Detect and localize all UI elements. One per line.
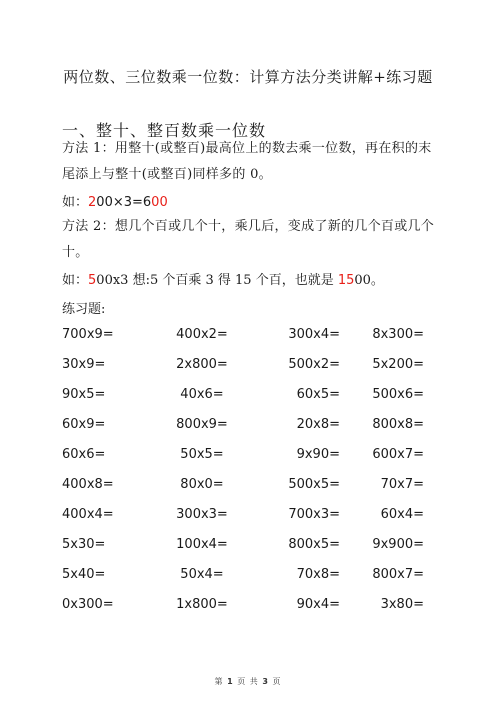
exercise-row [62,416,422,446]
exercise-item: 5x30= [62,537,106,552]
exercise-item: 40x6= [180,387,224,402]
method-2-paragraph [62,214,440,266]
exercise-item: 20x8= [296,417,340,432]
exercise-item: 300x4= [288,327,340,342]
exercise-item: 60x6= [62,447,106,462]
method-1-label: 方法 1： [62,141,115,156]
method-2-text: 想几个百或几个十，乘几后，变成了新的几个百或几个十。 [62,219,435,260]
exercise-item: 2x800= [176,357,228,372]
exercise-item: 700x3= [288,507,340,522]
example-2-explanation: 00x3 想:5 个百乘 3 得 15 个百，也就是 [96,273,338,288]
exercise-item: 80x0= [180,477,224,492]
footer-pre: 第 [214,677,224,686]
footer-page-number: 1 [227,677,234,686]
section-heading: 一、整十、整百数乘一位数 [62,121,267,140]
example-2-tail: 00。 [354,273,384,288]
document-title: 两位数、三位数乘一位数：计算方法分类讲解+练习题 [63,68,433,86]
exercise-item: 50x4= [180,567,224,582]
exercise-item: 60x5= [296,387,340,402]
example-1-prefix: 如： [62,195,89,210]
exercise-item: 100x4= [176,537,228,552]
exercise-item: 800x5= [288,537,340,552]
method-1-text: 用整十(或整百)最高位上的数去乘一位数，再在积的末尾添上与整十(或整百)同样多的 0。 [62,141,432,182]
exercise-item: 1x800= [176,597,228,612]
exercise-item: 70x7= [380,477,424,492]
exercise-item: 300x3= [176,507,228,522]
exercise-item: 3x80= [380,597,424,612]
example-2 [62,271,384,291]
example-2-highlight-b: 15 [337,273,355,288]
exercise-item: 70x8= [296,567,340,582]
exercise-item: 500x6= [372,387,424,402]
footer-post: 页 [272,677,282,686]
page-footer [0,676,496,687]
example-2-prefix: 如： [62,273,89,288]
example-1 [62,193,168,213]
example-1-highlight-a: 2 [88,195,97,210]
exercise-item: 0x300= [62,597,114,612]
exercise-item: 400x8= [62,477,114,492]
exercise-item: 60x9= [62,417,106,432]
footer-total-pages: 3 [262,677,269,686]
example-1-highlight-b: 00 [151,195,168,210]
exercise-item: 500x5= [288,477,340,492]
exercise-item: 600x7= [372,447,424,462]
example-2-highlight-a: 5 [88,273,97,288]
exercise-row [62,566,422,596]
exercise-item: 500x2= [288,357,340,372]
exercise-item: 90x4= [296,597,340,612]
exercise-row [62,476,422,506]
exercise-item: 5x40= [62,567,106,582]
exercise-row [62,356,422,386]
exercise-item: 30x9= [62,357,106,372]
exercise-row [62,386,422,416]
exercise-row [62,326,422,356]
exercise-item: 8x300= [372,327,424,342]
exercise-item: 800x8= [372,417,424,432]
exercise-item: 800x9= [176,417,228,432]
exercise-item: 800x7= [372,567,424,582]
exercise-label: 练习题: [62,302,106,317]
exercise-row [62,536,422,566]
exercise-item: 700x9= [62,327,114,342]
exercise-item: 90x5= [62,387,106,402]
exercise-item: 400x4= [62,507,114,522]
exercise-item: 50x5= [180,447,224,462]
exercise-row [62,446,422,476]
exercise-item: 60x4= [380,507,424,522]
exercise-grid [62,326,422,626]
exercise-item: 9x90= [296,447,340,462]
footer-mid: 页 共 [237,677,259,686]
method-2-label: 方法 2： [62,219,115,234]
exercise-item: 5x200= [372,357,424,372]
exercise-row [62,596,422,626]
method-1-paragraph [62,136,440,188]
exercise-item: 9x900= [372,537,424,552]
exercise-item: 400x2= [176,327,228,342]
exercise-row [62,506,422,536]
example-1-expression: 00×3=6 [96,195,152,210]
